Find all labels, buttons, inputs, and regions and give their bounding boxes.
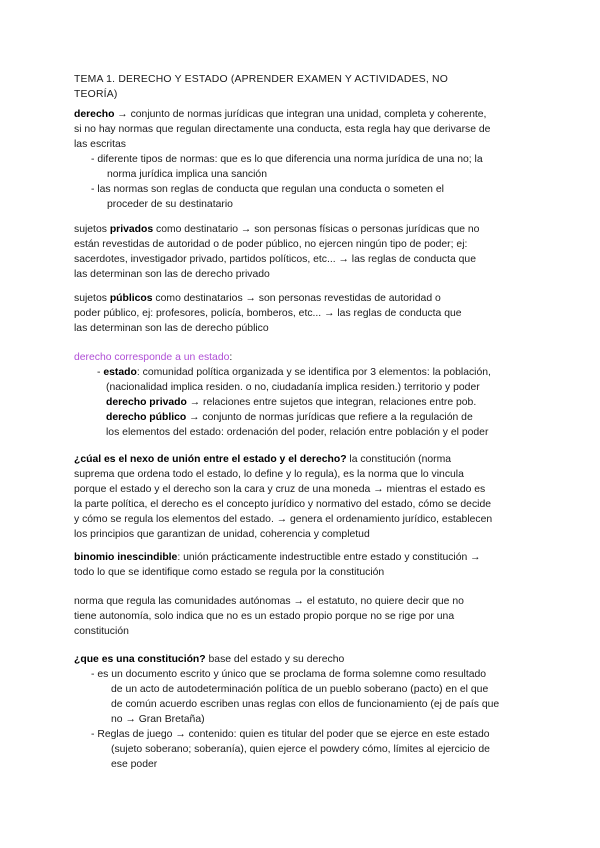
derecho-text-2: si no hay normas que regulan directamente una conducta, esta regla hay que derivarse de [74,124,491,135]
nexo-paragraph [74,452,534,542]
derecho-text-3: las escritas [74,139,126,150]
binomio-text-2: todo lo que se identifique como estado se regula por la constitución [74,567,385,578]
autonomas-text-1: norma que regula las comunidades autónomas → el estatuto, no quiere decir que no [74,596,464,607]
constitucion-section [74,652,534,772]
list-item [97,365,534,380]
nexo-text-3: porque el estado y el derecho son la cara y cruz de una moneda → mientras el estado es [74,484,486,495]
derecho-bullet-list [74,152,534,212]
privados-text-4: las determinan son las de derecho privado [74,269,270,280]
list-item-continuation: ese poder [111,759,158,770]
nexo-text-1: la constitución (norma [346,454,452,465]
nexo-question: ¿cúal es el nexo de unión entre el estado y el derecho? [74,454,347,465]
autonomas-text-2: tiene autonomía, solo indica que no es un estado propio porque no se rige por una [74,611,455,622]
publicos-prefix: sujetos [74,293,110,304]
list-item-continuation: no → Gran Bretaña) [111,714,205,725]
nexo-text-2: suprema que ordena todo el estado, lo define y lo regula), es la norma que lo vincula [74,469,464,480]
estado-section [74,350,534,440]
document-title [74,72,534,102]
list-item: - las normas son reglas de conducta que regulan una conducta o someten el [91,184,444,195]
term-binomio: binomio inescindible [74,552,178,563]
term-derecho-privado: derecho privado [106,397,187,408]
derecho-privado-text: → relaciones entre sujetos que integran, relaciones entre pob. [186,397,477,408]
estado-heading-colon: : [229,352,233,363]
estado-heading: derecho corresponde a un estado [74,352,230,363]
list-item-continuation: de un acto de autodeterminación política de un pueblo soberano (pacto) en el que [111,684,489,695]
autonomas-text-3: constitución [74,626,129,637]
nexo-text-6: los principios que garantizan de unidad, coherencia y completud [74,529,370,540]
list-item-continuation: norma jurídica implica una sanción [107,169,267,180]
derecho-text-1: → conjunto de normas jurídicas que integran una unidad, completa y coherente, [114,109,487,120]
estado-text-3: los elementos del estado: ordenación del poder, relación entre población y el poder [106,427,489,438]
binomio-text-1: : unión prácticamente indestructible entre estado y constitución → [177,552,481,563]
publicos-text-1: como destinatarios → son personas revestidas de autoridad o [152,293,441,304]
estado-dash: - [97,367,104,378]
constitucion-question: ¿que es una constitución? [74,654,206,665]
term-publicos: públicos [109,293,153,304]
list-item-continuation: de común acuerdo escriben unas reglas con ellos de funcionamiento (ej de país que [111,699,500,710]
privados-text-3: sacerdotes, investigador privado, partidos políticos, etc... → las reglas de conducta que [74,254,476,265]
derecho-publico-text: → conjunto de normas jurídicas que refiere a la regulación de [186,412,473,423]
sujetos-privados-paragraph [74,222,534,282]
list-item-continuation: proceder de su destinatario [107,199,233,210]
nexo-text-5: y cómo se regula los elementos del estado. → genera el ordenamiento jurídico, establecen [74,514,493,525]
publicos-text-3: las determinan son las de derecho público [74,323,269,334]
sujetos-publicos-paragraph [74,291,534,336]
autonomas-paragraph [74,594,534,639]
constitucion-text-1: base del estado y su derecho [205,654,345,665]
term-derecho: derecho [74,109,115,120]
term-estado: estado [103,367,137,378]
list-item: - diferente tipos de normas: que es lo que diferencia una norma jurídica de una no; la [91,154,483,165]
estado-bullet-list [74,365,534,440]
nexo-text-4: la parte política, el derecho es el concepto jurídico y normativo del estado, cómo se decide [74,499,492,510]
derecho-definition [74,107,534,212]
list-item: - es un documento escrito y único que se proclama de forma solemne como resultado [91,669,487,680]
privados-text-1: como destinatario → son personas físicas o personas jurídicas que no [153,224,480,235]
publicos-text-2: poder público, ej: profesores, policía, bomberos, etc... → las reglas de conducta que [74,308,462,319]
privados-text-2: están revestidas de autoridad o de poder público, no ejercen ningún tipo de poder; ej: [74,239,468,250]
title-line-2: TEORÍA) [74,89,118,100]
title-line-1: TEMA 1. DERECHO Y ESTADO (APRENDER EXAMEN Y ACTIVIDADES, NO [74,74,449,85]
estado-text-1: : comunidad política organizada y se identifica por 3 elementos: la población, [136,367,491,378]
estado-text-2: (nacionalidad implica residen. o no, ciudadanía implica residen.) territorio y poder [106,382,480,393]
list-item-continuation: (sujeto soberano; soberanía), quien ejerce el powdery cómo, límites al ejercicio de [111,744,490,755]
list-item: - Reglas de juego → contenido: quien es titular del poder que se ejerce en este estado [91,729,490,740]
term-privados: privados [109,224,154,235]
term-derecho-publico: derecho público [106,412,187,423]
constitucion-bullet-list [74,667,534,772]
privados-prefix: sujetos [74,224,110,235]
binomio-paragraph [74,550,534,580]
